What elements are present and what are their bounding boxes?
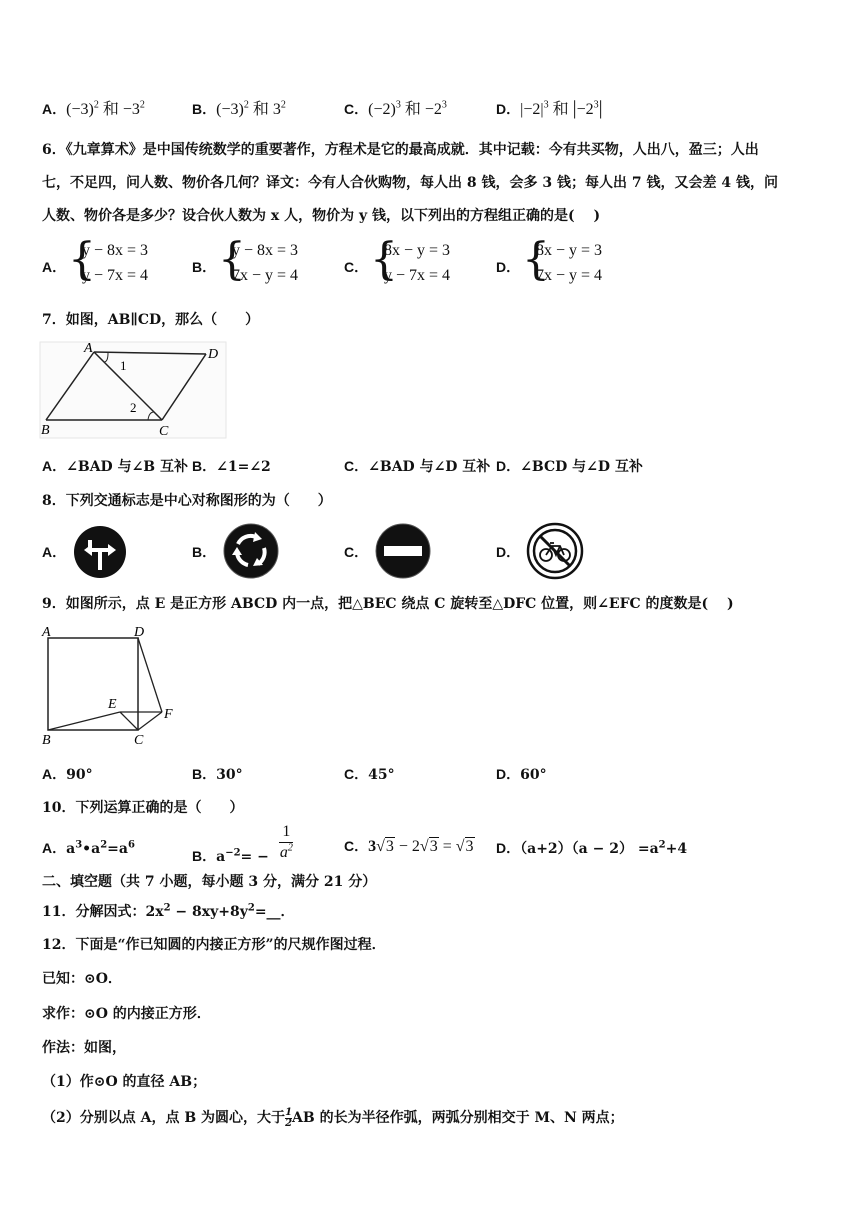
q6-option-d-letter: D． [496,259,521,275]
q7-label-c: C [159,424,169,439]
q9-label-b: B [42,733,51,748]
q6-c-eq2: y − 7x = 4 [384,267,451,284]
fork-turn-sign-icon [72,524,128,580]
q12-task: 求作：⊙O 的内接正方形． [42,1006,211,1022]
q5-option-d: D．$|-2|^3$ 和 $|-2^3|$ [496,97,603,119]
roundabout-sign-icon [222,522,280,580]
q9-square-figure [38,622,188,750]
q8-option-a-letter: A． [42,544,67,560]
q6-d-eq1: 8x − y = 3 [536,242,603,259]
q9-label-c: C [134,733,144,748]
q9-label-e: E [108,697,117,712]
q6-c-eq1: 8x − y = 3 [384,242,451,259]
q7-parallelogram-figure [38,340,228,440]
section-2-heading: 二、填空题（共 7 小题，每小题 3 分，满分 21 分） [42,874,377,890]
q9-line-df [138,638,162,712]
q9-label-d: D [134,625,145,640]
q6-option-b-letter: B． [192,259,217,275]
q7-label-angle-1: 1 [120,358,127,373]
q12-stem: 12．下面是“作已知圆的内接正方形”的尺规作图过程． [42,937,386,953]
no-entry-sign-icon [374,522,432,580]
q6-line-2: 七，不足四，问人数、物价各几何？译文：今有人合伙购物，每人出 8 钱，会多 3 钱；每人出 7 钱，又会差 4 钱，问 [42,175,778,191]
q6-line-1: 6．《九章算术》是中国传统数学的重要著作，方程术是它的最高成就．其中记载：今有共买物，人出八，盈三；人出 [42,142,759,158]
q7-label-d: D [208,347,219,362]
q7-label-angle-2: 2 [130,400,137,415]
q6-option-c-letter: C． [344,259,369,275]
q9-label-a: A [42,625,51,640]
q6-d-eq2: 7x − y = 4 [536,267,603,284]
q10-option-c: C．3√3 − 2√3 = √3 [344,838,474,855]
q10-option-d: D．$(a+2)(a - 2) =a^2+4$ [496,839,688,857]
q6-a-eq2: y − 7x = 4 [82,267,149,284]
q12-step-2: （2）分别以点 A，点 B 为圆心，大于 $\frac{1}{2}$ AB 的长为半径作弧，两弧分别相交于 M、N 两点； [42,1106,624,1129]
q6-a-eq1: y − 8x = 3 [82,242,149,259]
q10-option-a: A．$a^3•a^2=a^6$ [42,839,135,857]
q9-option-c: C．45° [344,766,395,783]
q6-b-eq1: y − 8x = 3 [232,242,299,259]
q9-label-f: F [164,707,173,722]
q6-option-a-letter: A． [42,259,67,275]
q7-option-a: A．∠BAD 与∠B 互补 [42,458,189,475]
q10-option-b: B．$a^{-2}=$ − $\frac{1}{a^2}$ [192,823,293,865]
q8-option-c-letter: C． [344,544,369,560]
q12-known: 已知：⊙O． [42,971,122,987]
q7-option-d: D．∠BCD 与∠D 互补 [496,458,643,475]
q5-option-c: C．$(-2)^3$ 和 $-2^3$ [344,99,447,118]
q9-line-ec [120,712,138,730]
q7-label-b: B [41,423,50,438]
q12-method: 作法：如图， [42,1040,126,1056]
q5-option-a: A．$(-3)^2$ 和 $-3^2$ [42,99,145,118]
q5-option-b: B．$(-3)^2$ 和 $3^2$ [192,99,286,118]
q7-stem: 7．如图，AB∥CD，那么（ ） [42,312,260,328]
q12-step-1: （1）作⊙O 的直径 AB； [42,1074,207,1090]
q9-option-a: A．90° [42,766,93,783]
q8-option-b-letter: B． [192,544,217,560]
q9-stem: 9．如图所示，点 E 是正方形 ABCD 内一点，把△BEC 绕点 C 旋转至△DFC 位置，则∠EFC 的度数是( ) [42,596,734,612]
q7-label-a: A [84,341,93,356]
q11-text: 11．分解因式：$2x^2$ − $8xy+8y^2=\_\_$． [42,902,295,920]
q6-b-eq2: 7x − y = 4 [232,267,299,284]
q8-stem: 8．下列交通标志是中心对称图形的为（ ） [42,493,332,509]
q8-option-d-letter: D． [496,544,521,560]
q7-option-b: B．∠1=∠2 [192,458,271,475]
q9-line-be [48,712,120,730]
q10-stem: 10．下列运算正确的是（ ） [42,800,244,816]
q9-option-b: B．30° [192,766,243,783]
no-bicycle-sign-icon [526,522,584,580]
q7-option-c: C．∠BAD 与∠D 互补 [344,458,491,475]
q9-option-d: D．60° [496,766,547,783]
q9-line-fc [138,712,162,730]
q6-line-3: 人数、物价各是多少？设合伙人数为 x 人，物价为 y 钱，以下列出的方程组正确的是( ) [42,208,601,224]
